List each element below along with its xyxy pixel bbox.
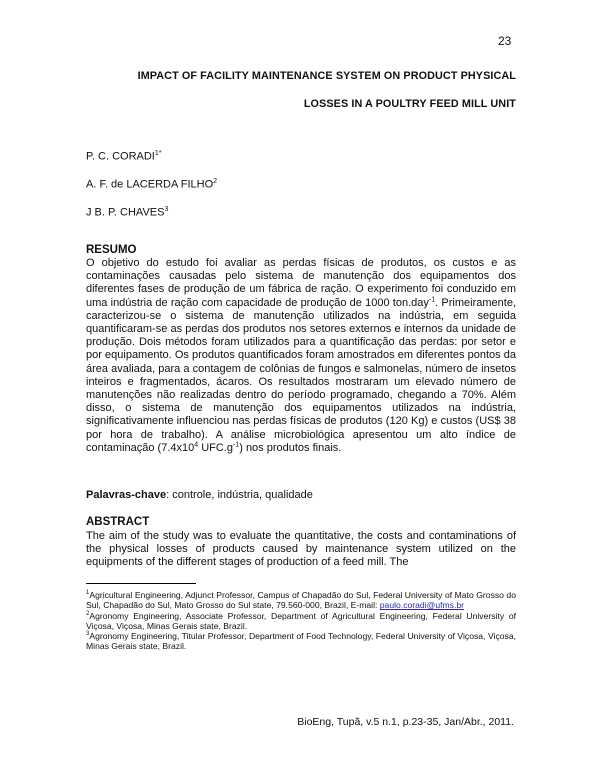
journal-footer: BioEng, Tupã, v.5 n.1, p.23-35, Jan/Abr., 2011. <box>297 716 514 728</box>
footnote-2: $^2$Agronomy Engineering, Associate Professor, Department of Agricultural Engineering, Federal University of Viçosa, Viçosa, Minas Gerais state, Brazil. <box>86 610 516 631</box>
footnote-1: $^1$Agricultural Engineering, Adjunct Professor, Campus of Chapadão do Sul, Federal University of Mato Grosso do Sul, Chapadão do Sul, Mato Grosso do Sul state, 79.560-000, Brazil, E-mail: paulo.coradi@ufms.br <box>86 590 516 611</box>
author-name: J B. P. CHAVES <box>86 206 165 219</box>
resumo-text: O objetivo do estudo foi avaliar as perdas físicas de produtos, os custos e as contaminações causadas pelo sistema de manutenção dos equipamentos dos diferentes fases de produção de um fábrica de ração. O experimento foi conduzido em uma indústria de ração com capacidade de produção de 1000 ton.day$^{-1}$. Primeiramente, caracterizou-se o sistema de manutenção utilizados na indústria, em seguida quantificaram-se as perdas dos produtos nos setores externos e internos da unidade de produção. Dois métodos foram utilizados para a quantificação das perdas: por setor e por equipamento. Os produtos quantificados foram amostrados em diferentes pontos da área avaliada, para a contagem de colônias de fungos e salmonelas, número de insetos inteiros e fragmentados, ácaros. Os resultados mostraram um elevado número de manutenções não realizadas dentro do período programado, chegando a 70%. Além disso, o sistema de manutenção dos equipamentos utilizados na indústria, significativamente influenciou nas perdas físicas de produtos (120 Kg) e custos (US$ 38 por hora de trabalho). A análise microbiológica apresentou um alto índice de contaminação ($7.4x10^4$ $UFC.g^{-1}$) nos produtos finais. <box>86 257 516 454</box>
keywords-label: Palavras-chave <box>86 489 167 501</box>
keywords-text: : controle, indústria, qualidade <box>166 489 313 501</box>
resumo-heading: RESUMO <box>86 244 137 256</box>
footnotes <box>86 590 516 652</box>
footnote-rule <box>86 583 196 584</box>
author-2 <box>86 178 217 191</box>
paper-title-line-2: LOSSES IN A POULTRY FEED MILL UNIT <box>303 98 516 110</box>
author-mark: 3 <box>164 206 169 213</box>
author-mark: 1* <box>154 150 162 157</box>
author-mark: 2 <box>213 178 218 185</box>
abstract-text: The aim of the study was to evaluate the quantitative, the costs and contaminations of the physical losses of products caused by maintenance system utilized on the equipments of the different stages of production of a feed mill. The <box>86 530 516 569</box>
abstract-heading: ABSTRACT <box>86 516 150 528</box>
author-name: P. C. CORADI <box>86 150 155 163</box>
footnote-3: $^3$Agronomy Engineering, Titular Professor, Department of Food Technology, Federal University of Viçosa, Viçosa, Minas Gerais state, Brazil. <box>86 631 516 652</box>
author-3 <box>86 206 168 219</box>
author-name: A. F. de LACERDA FILHO <box>86 178 214 191</box>
email-link[interactable]: paulo.coradi@ufms.br <box>379 600 464 611</box>
paper-title-line-1: IMPACT OF FACILITY MAINTENANCE SYSTEM ON PRODUCT PHYSICAL <box>137 70 516 82</box>
keywords <box>86 489 313 501</box>
page-number: 23 <box>498 34 512 48</box>
author-1 <box>86 150 162 163</box>
